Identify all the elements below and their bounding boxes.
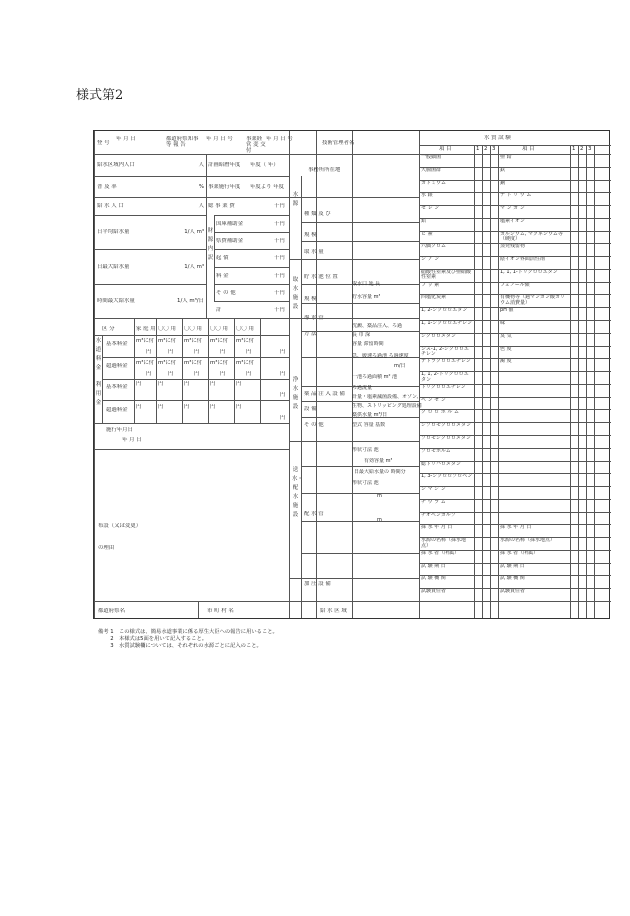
left-row-line <box>94 318 206 319</box>
fee-cell-unit: 円 <box>146 371 152 377</box>
quality-col-num-2: 3 <box>588 146 592 152</box>
quality-item-left: シス-1, 2-ジクロロエチレン <box>421 346 469 358</box>
fee-row-label: 超過料金 <box>106 363 128 369</box>
fee-col-line <box>156 318 157 423</box>
fee-cell: m³に付 <box>158 360 177 366</box>
fee-cell: 円 <box>236 404 242 410</box>
quality-item-left: ブロモホルム <box>421 448 451 454</box>
mid-row-line <box>206 197 289 198</box>
start-date: 年 月 日 号 <box>266 136 293 142</box>
quality-item-right: 試 験 機 関 <box>500 576 525 582</box>
fee-row-label: 超過料金 <box>106 407 128 413</box>
facility-row-line <box>301 222 419 223</box>
divider-side-col <box>301 176 302 618</box>
facility-detail-text: m/日 <box>394 363 406 369</box>
facility-other: そ の 他 <box>304 422 324 428</box>
left-row-unit: 人 <box>198 203 204 209</box>
divider-q-n6 <box>586 145 587 618</box>
divider-q-n7 <box>594 145 595 618</box>
quality-item-left: カドミウム <box>421 180 446 186</box>
facility-detail-text: 貯水容量 m³ <box>352 294 381 300</box>
approval-date: 年 月 日 号 <box>206 136 233 142</box>
remarks-top-line <box>94 449 289 450</box>
fee-cell: m³に付 <box>158 338 177 344</box>
facility-section-line <box>289 318 419 319</box>
left-row-label: 日平均給水量 <box>97 229 130 235</box>
divider-q-n4 <box>570 145 571 618</box>
mid-row-label: そ の 他 <box>216 289 236 296</box>
fee-side-bottom: 利 用 金 <box>95 382 102 406</box>
facility-detail-text: 容量 滞留時間 <box>352 341 384 347</box>
fee-header-cell: 〇〇 用 <box>158 326 176 332</box>
mid-row-value: 年度より 年度 <box>250 183 285 190</box>
fee-cell-unit: 円 <box>246 349 252 355</box>
fee-cell: 円 <box>184 381 190 387</box>
quality-item-left: 1, 3-ジクロロプロペン <box>421 474 473 480</box>
fee-cell: m³に付 <box>136 360 155 366</box>
remarks-label: 布設（又は変更） <box>98 523 142 529</box>
funding-side-label: 財 源 内 訳 <box>207 228 214 261</box>
facility-chem: 薬 品 注 入 設 備 <box>304 391 345 397</box>
left-row-unit: 1/人 m³ <box>184 263 204 270</box>
mid-row-unit: 千円 <box>274 220 285 227</box>
fee-cell-unit: 円 <box>220 371 226 377</box>
fee-cell: 円 <box>236 381 242 387</box>
quality-col-num: 3 <box>492 146 496 152</box>
left-row-unit: 1/人 m³/日 <box>177 298 204 304</box>
quality-col-num-2: 1 <box>572 146 576 152</box>
facility-method: 方 法 <box>304 331 317 337</box>
facility-section-line <box>289 259 419 260</box>
left-row-line <box>94 284 206 285</box>
mid-row-unit: 千円 <box>274 272 285 279</box>
facility-detail-text: ろ過流量 <box>352 385 373 391</box>
left-row-unit: 人 <box>198 162 204 168</box>
facility-side-distribution: 送水・配水施設 <box>292 467 303 518</box>
facility-row-line <box>301 401 419 402</box>
mid-row-line <box>206 318 289 319</box>
quality-item-right: 鉄 <box>500 167 506 173</box>
enforce-value: 年 月 日 <box>122 437 142 443</box>
left-row-line <box>94 215 206 216</box>
fee-cell: m³に付 <box>210 338 229 344</box>
facility-side-source: 水 源 <box>292 192 299 207</box>
report-form <box>93 130 610 619</box>
fee-bottom-line <box>94 423 289 424</box>
fee-cell-unit: 円 <box>146 349 152 355</box>
fee-header-cell: 〇〇 用 <box>236 326 254 332</box>
quality-item-right: 試 験 期 日 <box>500 563 525 569</box>
fee-col-line <box>208 318 209 423</box>
quality-title: 水 質 試 験 <box>484 135 511 141</box>
quality-item-left: 大腸菌群 <box>421 167 442 173</box>
left-row-unit: % <box>198 183 204 190</box>
mid-row-line <box>214 232 289 233</box>
facility-section-line <box>289 578 419 579</box>
mid-row-label: 計 <box>216 306 222 313</box>
fee-col-line <box>134 318 135 423</box>
fee-cell: 円 <box>158 404 164 410</box>
quality-item-right: カルシウム, マグネシウム等（硬度） <box>500 231 563 243</box>
fee-cell: m³に付 <box>184 338 203 344</box>
fee-cell: m³に付 <box>184 360 203 366</box>
quality-item-left: ジブロモクロロメタン <box>421 423 472 429</box>
quality-item-left: 1, 1, 2-トリクロロエタン <box>421 372 469 383</box>
facility-detail-text: 計量・塩素滅菌設備、オゾン、 <box>352 394 422 400</box>
quality-item-right: 採 水 年 月 日 <box>500 525 532 531</box>
facility-row-line <box>301 303 419 304</box>
manager-label: 技術管理者名 <box>322 140 355 146</box>
mid-row-line <box>214 249 289 250</box>
facility-detail-text: 取水口 延 長 <box>352 281 381 287</box>
facility-detail-text: 急、緩速ろ過池 ろ過速度 <box>352 353 409 359</box>
mid-row-label: 国庫補助金 <box>216 220 243 227</box>
mid-row-unit: 千円 <box>274 289 285 296</box>
left-row-label: 普 及 率 <box>97 183 117 190</box>
facility-row-line <box>301 241 419 242</box>
quality-item-right: ナ ト リ ウ ム <box>500 193 532 199</box>
facility-detail-text: 型式 容量 基数 <box>352 422 386 428</box>
quality-col-num: 2 <box>484 146 488 152</box>
divider-q-n5 <box>578 145 579 618</box>
quality-item-left: 採 水 者（所属） <box>421 550 460 556</box>
mid-row-value: 年度（ 年） <box>250 162 279 168</box>
facility-detail-text: 形状寸法 池 <box>352 480 379 486</box>
facility-row-line <box>301 466 419 467</box>
mid-row-line <box>206 176 289 177</box>
quality-item-left: 硝酸性窒素及び亜硝酸性窒素 <box>421 269 472 281</box>
fee-cell: m³に付 <box>210 360 229 366</box>
fee-cell: 円 <box>136 404 142 410</box>
quality-item-left: セ レ ン <box>421 206 440 212</box>
start-label: 事業経 営 変 交付 <box>246 136 266 154</box>
quality-item-left: 試 験 期 日 <box>421 563 446 569</box>
fee-cell-unit: 円 <box>168 371 174 377</box>
quality-item-right: 臭 気 <box>500 333 512 339</box>
facility-detail-text: 長 巾 深 <box>352 332 371 338</box>
quality-item-right: 塩素イオン <box>500 218 525 224</box>
fee-row-unit: 円 <box>280 349 286 355</box>
page-title: 様式第2 <box>76 88 124 103</box>
quality-item-left: ヒ 素 <box>421 231 433 237</box>
quality-item-left: ベ ン ゼ ン <box>421 397 446 403</box>
facility-row-line <box>301 553 419 554</box>
fee-side-top: 水 道 料 金 <box>95 338 102 371</box>
mid-row-line <box>214 267 289 268</box>
facility-conduit: 導 水 管 <box>304 315 324 321</box>
facility-section-line <box>289 197 419 198</box>
notes <box>98 629 278 651</box>
divider-facility <box>316 131 317 618</box>
fee-side-line <box>102 335 103 423</box>
registration-date: 年 月 日 <box>116 136 136 142</box>
fee-cell: 円 <box>210 381 216 387</box>
quality-item-left: テトラクロロエチレン <box>421 359 471 365</box>
facility-detail-text: 形状寸法 池 <box>352 447 379 453</box>
divider-left-mid <box>289 131 290 618</box>
quality-item-left: 1, 2-ジクロロエタン <box>421 308 468 314</box>
facility-side-treatment: 浄 水 施 設 <box>292 377 299 410</box>
quality-item-left: ク ロ ロ ホ ル ム <box>421 410 459 416</box>
facility-storage: 貯 水 池 位 置 <box>304 274 338 280</box>
facility-detail: 設 備 <box>304 406 317 412</box>
quality-item-left: 1, 1-ジクロロエチレン <box>421 321 473 327</box>
quality-item-left: チオベンカルブ <box>421 512 456 518</box>
registration-label: 登 号 <box>97 140 110 146</box>
fee-cell: m³に付 <box>236 360 255 366</box>
fee-row-label: 基本料金 <box>106 341 128 347</box>
facility-detail-text: 薬供水量 m³/日 <box>352 412 388 418</box>
quality-item-left: 鉛 <box>421 218 427 224</box>
quality-item-right: 銅 <box>500 180 506 186</box>
fee-col-line <box>234 318 235 423</box>
quality-item-right: 蒸発残留物 <box>500 244 526 250</box>
left-row-label: 給 水 人 口 <box>97 203 124 209</box>
quality-item-right: 採 水 者（所属） <box>500 550 539 556</box>
quality-item-left: 試 験 機 関 <box>421 576 446 582</box>
frame-line <box>94 131 95 618</box>
facility-scale: 規 模 <box>304 296 317 302</box>
note-3: 3 水質試験欄については、それぞれの水源ごとに記入のこと。 <box>98 643 262 650</box>
area-label: 給 水 区 域 <box>320 608 347 614</box>
fee-cell: 円 <box>158 381 164 387</box>
quality-col-item-2: 項 目 <box>522 146 535 152</box>
quality-item-left: シ マ ジ ン <box>421 487 446 493</box>
quality-item-left: ジクロロメタン <box>421 333 456 339</box>
facility-detail-text: 有効容量 m³ <box>364 458 393 464</box>
quality-item-left: 水 銀 <box>421 193 433 199</box>
fee-cell-unit: 円 <box>246 371 252 377</box>
quality-item-right: 1, 1, 1-トリクロロエタン <box>500 269 558 275</box>
quality-item-right: 濁 度 <box>500 359 512 365</box>
quality-item-right: 色 度 <box>500 346 512 352</box>
quality-item-left: チ ウ ラ ム <box>421 499 446 505</box>
quality-item-right: 試験責任者 <box>500 589 526 595</box>
mid-row-label: 総 事 業 費 <box>208 203 235 209</box>
facility-capacity: 規 模 <box>304 232 317 238</box>
left-row-line <box>94 197 206 198</box>
quality-item-left: ブロモジクロロメタン <box>421 435 471 441</box>
prefecture-label: 都道府県名 <box>98 608 125 614</box>
quality-col-num-2: 2 <box>580 146 584 152</box>
quality-row-line <box>419 601 611 602</box>
fee-row-unit: 円 <box>280 415 286 421</box>
facility-row-line <box>301 521 419 522</box>
divider-q-mid <box>498 145 499 618</box>
fee-cell: 円 <box>210 404 216 410</box>
fee-cell-unit: 円 <box>194 349 200 355</box>
mid-row-label: 県費補助金 <box>216 237 243 244</box>
mid-row-unit: 千円 <box>274 203 285 209</box>
quality-item-right: 味 <box>500 321 506 327</box>
divider-q-n1 <box>474 145 475 618</box>
facility-pipe: 配 水 管 <box>304 511 324 517</box>
mid-row-line <box>214 215 289 216</box>
left-row-label: 日最大給水量 <box>97 263 130 270</box>
divider-q-n2 <box>482 145 483 618</box>
quality-item-left: フ ッ 素 <box>421 282 440 288</box>
mid-row-unit: 千円 <box>274 306 285 313</box>
divider-q-n3 <box>490 145 491 618</box>
left-row-line <box>94 176 206 177</box>
mid-row-label: 起 債 <box>216 255 229 261</box>
facility-detail-text: 生物、ストリッピング処理設備 <box>352 403 422 409</box>
quality-item-right: pH 値 <box>500 308 514 314</box>
facility-side-intake: 取 水 施 設 <box>292 277 299 310</box>
city-label: 市 町 村 名 <box>207 608 234 614</box>
mid-row-label: 事業施行年度 <box>208 183 241 190</box>
facility-kind: 種 類 及 び <box>304 211 331 217</box>
facility-detail-text: 日最大給水量の 時間分 <box>354 469 406 475</box>
fee-cell-unit: 円 <box>194 371 200 377</box>
facility-detail-text: 沈澱、薬品注入、ろ過 <box>352 323 403 329</box>
enforce-label: 施行年月日 <box>106 427 133 433</box>
quality-item-left: トリクロロエチレン <box>421 384 466 390</box>
facility-volume: 取 水 量 <box>304 249 324 255</box>
facility-detail-text: m <box>377 517 382 523</box>
facility-pump_eq: 加 圧 設 備 <box>304 581 331 587</box>
quality-item-left: 六価クロム <box>421 244 447 250</box>
quality-col-item: 項 目 <box>439 146 452 152</box>
approval-label: 都道府県知事 等 報 告 <box>166 136 199 148</box>
mid-row-label: 料 金 <box>216 272 229 279</box>
quality-item-right: フェノール類 <box>500 282 530 288</box>
quality-item-right: 亜 鉛 <box>500 155 512 160</box>
quality-item-left: 一般細菌 <box>421 155 442 160</box>
bottom-divider <box>198 601 199 618</box>
note-1: 備考 1 この様式は、簡易水道事業に係る厚生大臣への報告に用いること。 <box>98 629 278 635</box>
left-row-line <box>94 249 206 250</box>
quality-item-right: 有機物等（過マンガン酸カリウム消費量） <box>500 295 566 306</box>
mid-row-label: 計画昭暦年度 <box>208 162 241 168</box>
quality-col-num: 1 <box>476 146 480 152</box>
quality-item-right: マ ン ガ ン <box>500 206 525 212</box>
quality-item-left: シ ア ン <box>421 257 440 263</box>
left-row-label: 時間最大給水量 <box>97 298 135 304</box>
funding-side-divider <box>214 215 215 301</box>
fee-col-line <box>260 318 261 423</box>
quality-item-left: 四塩化炭素 <box>421 295 447 301</box>
fee-header-cell: 区 分 <box>102 326 115 332</box>
bottom-line <box>94 601 419 602</box>
fee-header-cell: 家 庭 用 <box>136 326 156 332</box>
header-line <box>94 154 419 155</box>
quality-item-left: 採 水 年 月 日 <box>421 525 453 531</box>
fee-col-line <box>182 318 183 423</box>
facility-address: 事務所所在地 <box>308 167 341 173</box>
fee-row-unit: 円 <box>280 392 286 398</box>
mid-row-unit: 千円 <box>274 255 285 261</box>
fee-cell-unit: 円 <box>168 349 174 355</box>
quality-item-right: 水源の名称（採水地点） <box>500 538 556 544</box>
note-2: 2 本様式は5面を用いて記入すること。 <box>98 636 208 643</box>
mid-row-line <box>214 284 289 285</box>
divider-quality <box>419 131 420 618</box>
facility-row-line <box>301 493 419 494</box>
fee-cell: 円 <box>184 404 190 410</box>
left-row-label: 給水区域内人口 <box>97 162 135 168</box>
fee-cell: 円 <box>136 381 142 387</box>
facility-detail-text: 一池ろ過面積 m² 池 <box>352 374 398 380</box>
remarks-sub: の理由 <box>98 545 115 551</box>
fee-row-label: 基本料金 <box>106 384 128 390</box>
fee-cell-unit: 円 <box>220 349 226 355</box>
facility-section-line <box>289 441 419 442</box>
quality-item-left: 試験責任者 <box>421 589 447 595</box>
quality-item-right: 陰イオン界面活性剤 <box>500 257 545 263</box>
fee-header-cell: 〇〇 用 <box>210 326 228 332</box>
fee-cell: m³に付 <box>236 338 255 344</box>
mid-row-line <box>214 301 289 302</box>
quality-item-left: 水源の名称（採水地点） <box>421 538 467 549</box>
left-row-unit: 1/人 m³ <box>184 229 204 235</box>
quality-item-left: 総トリハロメタン <box>421 461 461 467</box>
fee-row-unit: 円 <box>280 371 286 377</box>
fee-header-cell: 〇〇 用 <box>184 326 202 332</box>
mid-row-unit: 千円 <box>274 237 285 244</box>
fee-cell: m³に付 <box>136 338 155 344</box>
facility-detail-text: m <box>377 493 382 499</box>
